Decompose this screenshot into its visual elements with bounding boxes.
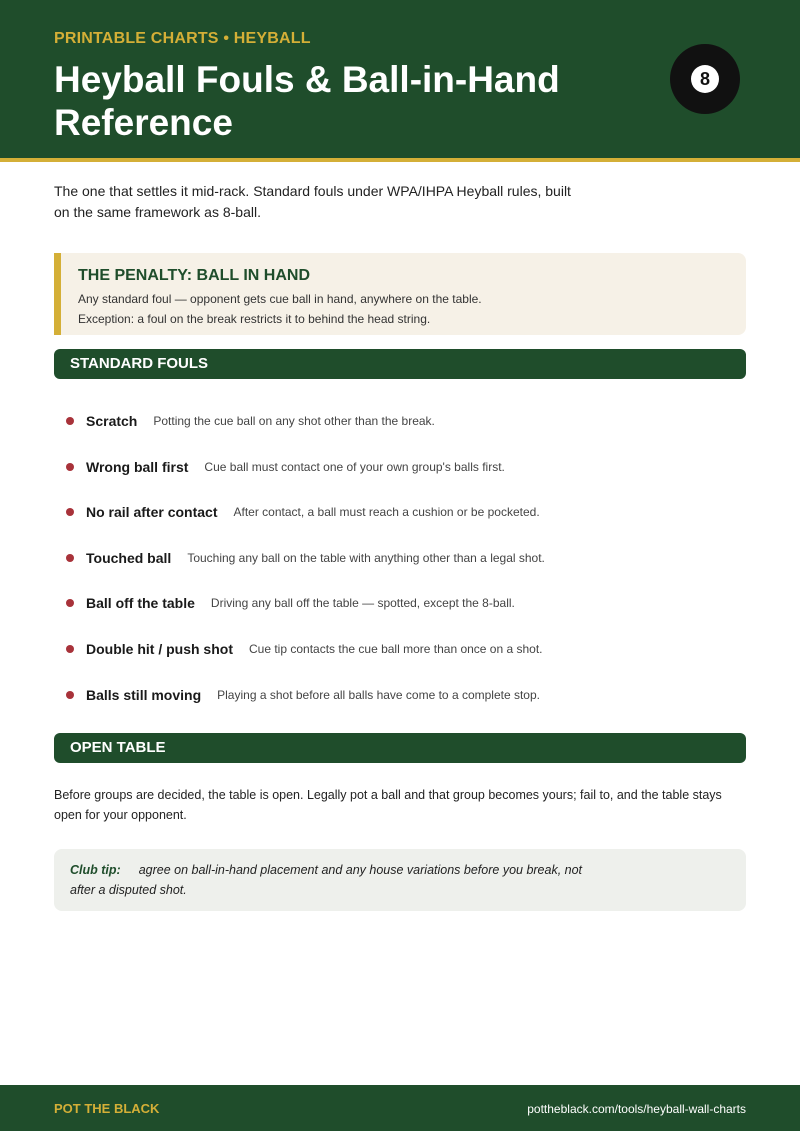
section-heading-open-table: OPEN TABLE [54,733,746,763]
foul-item [66,449,746,485]
bullet-icon [66,691,74,699]
club-tip-text [70,860,590,900]
foul-item [66,631,746,667]
foul-name: Touched ball [86,550,172,566]
penalty-rule: Any standard foul — opponent gets cue ball in hand, anywhere on the table. [78,292,482,306]
bullet-icon [66,645,74,653]
foul-description: Potting the cue ball on any shot other than the break. [153,414,435,428]
foul-description: Driving any ball off the table — spotted, except the 8-ball. [210,596,515,610]
foul-name: Ball off the table [86,595,195,611]
foul-name: Scratch [86,413,138,429]
bullet-icon [66,417,74,425]
penalty-callout [54,253,746,335]
eyebrow-label: PRINTABLE CHARTS • HEYBALL [54,30,311,47]
eight-ball-icon [670,44,740,114]
foul-item [66,403,746,439]
foul-description: Cue tip contacts the cue ball more than once on a shot. [249,642,543,656]
foul-name: No rail after contact [86,504,218,520]
bullet-icon [66,554,74,562]
page-title: Heyball Fouls & Ball-in-Hand Reference [54,59,560,143]
ball-number: 8 [691,65,719,93]
header-banner [0,0,800,158]
foul-name: Wrong ball first [86,459,189,475]
penalty-title: THE PENALTY: BALL IN HAND [78,267,310,284]
foul-description: Touching any ball on the table with anything other than a legal shot. [187,551,545,565]
bullet-icon [66,599,74,607]
footer-brand: POT THE BLACK [54,1101,160,1116]
foul-name: Double hit / push shot [86,641,233,657]
foul-name: Balls still moving [86,687,202,703]
foul-description: Playing a shot before all balls have come to a complete stop. [217,688,540,702]
foul-item [66,494,746,530]
footer-bar [0,1085,800,1131]
foul-item [66,677,746,713]
club-tip-box [54,849,746,911]
foul-item [66,585,746,621]
intro-paragraph: The one that settles it mid-rack. Standard fouls under WPA/IHPA Heyball rules, built on the same framework as 8-ball. [54,183,571,220]
penalty-exception: Exception: a foul on the break restricts it to behind the head string. [78,312,431,326]
club-tip-body: agree on ball-in-hand placement and any house variations before you break, not after a disputed shot. [70,863,583,897]
club-tip-label: Club tip: [70,863,121,877]
section-heading-standard-fouls: STANDARD FOULS [54,349,746,379]
open-table-paragraph: Before groups are decided, the table is open. Legally pot a ball and that group becomes yours; fail to, and the table stays open for your opponent. [54,788,722,822]
bullet-icon [66,463,74,471]
foul-description: Cue ball must contact one of your own group's balls first. [204,460,505,474]
foul-description: After contact, a ball must reach a cushion or be pocketed. [233,505,540,519]
bullet-icon [66,508,74,516]
foul-item [66,540,746,576]
header-divider [0,158,800,162]
footer-url: pottheblack.com/tools/heyball-wall-charts [527,1102,746,1116]
